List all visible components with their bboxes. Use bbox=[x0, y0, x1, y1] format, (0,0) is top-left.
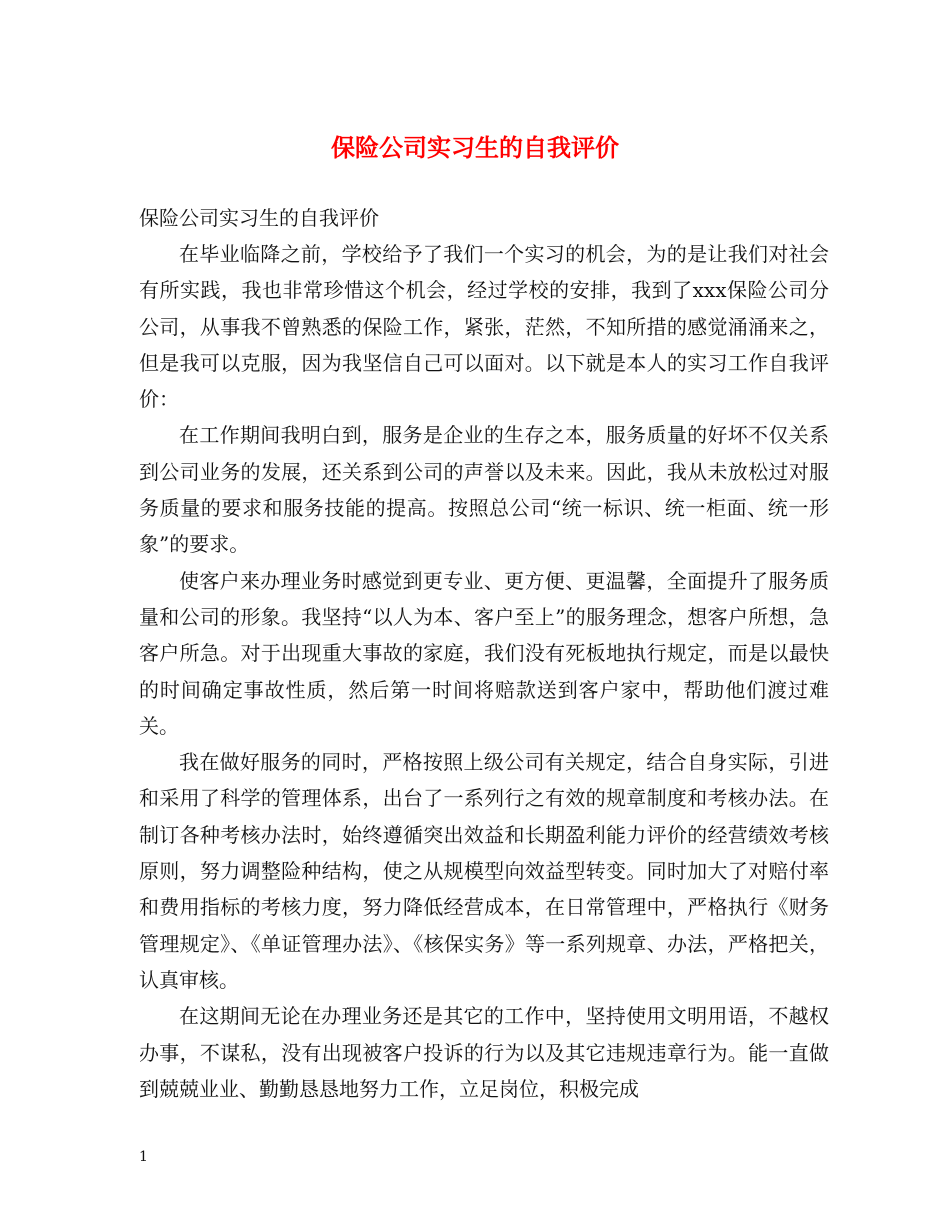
document-title: 保险公司实习生的自我评价 bbox=[331, 133, 619, 162]
paragraph-2: 在工作期间我明白到，服务是企业的生存之本，服务质量的好坏不仅关系到公司业务的发展，还关系到公司的声誉以及未来。因此，我从未放松过对服务质量的要求和服务技能的提高。按照总公司“统一标识、统一柜面、统一形象”的要求。 bbox=[139, 423, 829, 557]
page-number: 1 bbox=[139, 1149, 148, 1165]
paragraph-3: 使客户来办理业务时感觉到更专业、更方便、更温馨，全面提升了服务质量和公司的形象。我坚持“以人为本、客户至上”的服务理念，想客户所想，急客户所急。对于出现重大事故的家庭，我们没有死板地执行规定，而是以最快的时间确定事故性质，然后第一时间将赔款送到客户家中，帮助他们渡过难关。 bbox=[139, 568, 829, 738]
paragraph-4: 我在做好服务的同时，严格按照上级公司有关规定，结合自身实际，引进和采用了科学的管理体系，出台了一系列行之有效的规章制度和考核办法。在制订各种考核办法时，始终遵循突出效益和长期盈利能力评价的经营绩效考核原则，努力调整险种结构，使之从规模型向效益型转变。同时加大了对赔付率和费用指标的考核力度，努力降低经营成本，在日常管理中，严格执行《财务管理规定》、《单证管理办法》、《核保实务》等一系列规章、办法，严格把关，认真审核。 bbox=[139, 750, 829, 992]
paragraph-5: 在这期间无论在办理业务还是其它的工作中，坚持使用文明用语，不越权办事，不谋私，没有出现被客户投诉的行为以及其它违规违章行为。能一直做到兢兢业业、勤勤恳恳地努力工作，立足岗位，积极完成 bbox=[139, 1004, 829, 1101]
document-body bbox=[139, 236, 829, 1107]
paragraph-1: 在毕业临降之前，学校给予了我们一个实习的机会，为的是让我们对社会有所实践，我也非常珍惜这个机会，经过学校的安排，我到了xxx保险公司分公司，从事我不曾熟悉的保险工作，紧张，茫然，不知所措的感觉涌涌来之，但是我可以克服，因为我坚信自己可以面对。以下就是本人的实习工作自我评价： bbox=[139, 242, 829, 412]
document-subtitle: 保险公司实习生的自我评价 bbox=[139, 206, 379, 230]
